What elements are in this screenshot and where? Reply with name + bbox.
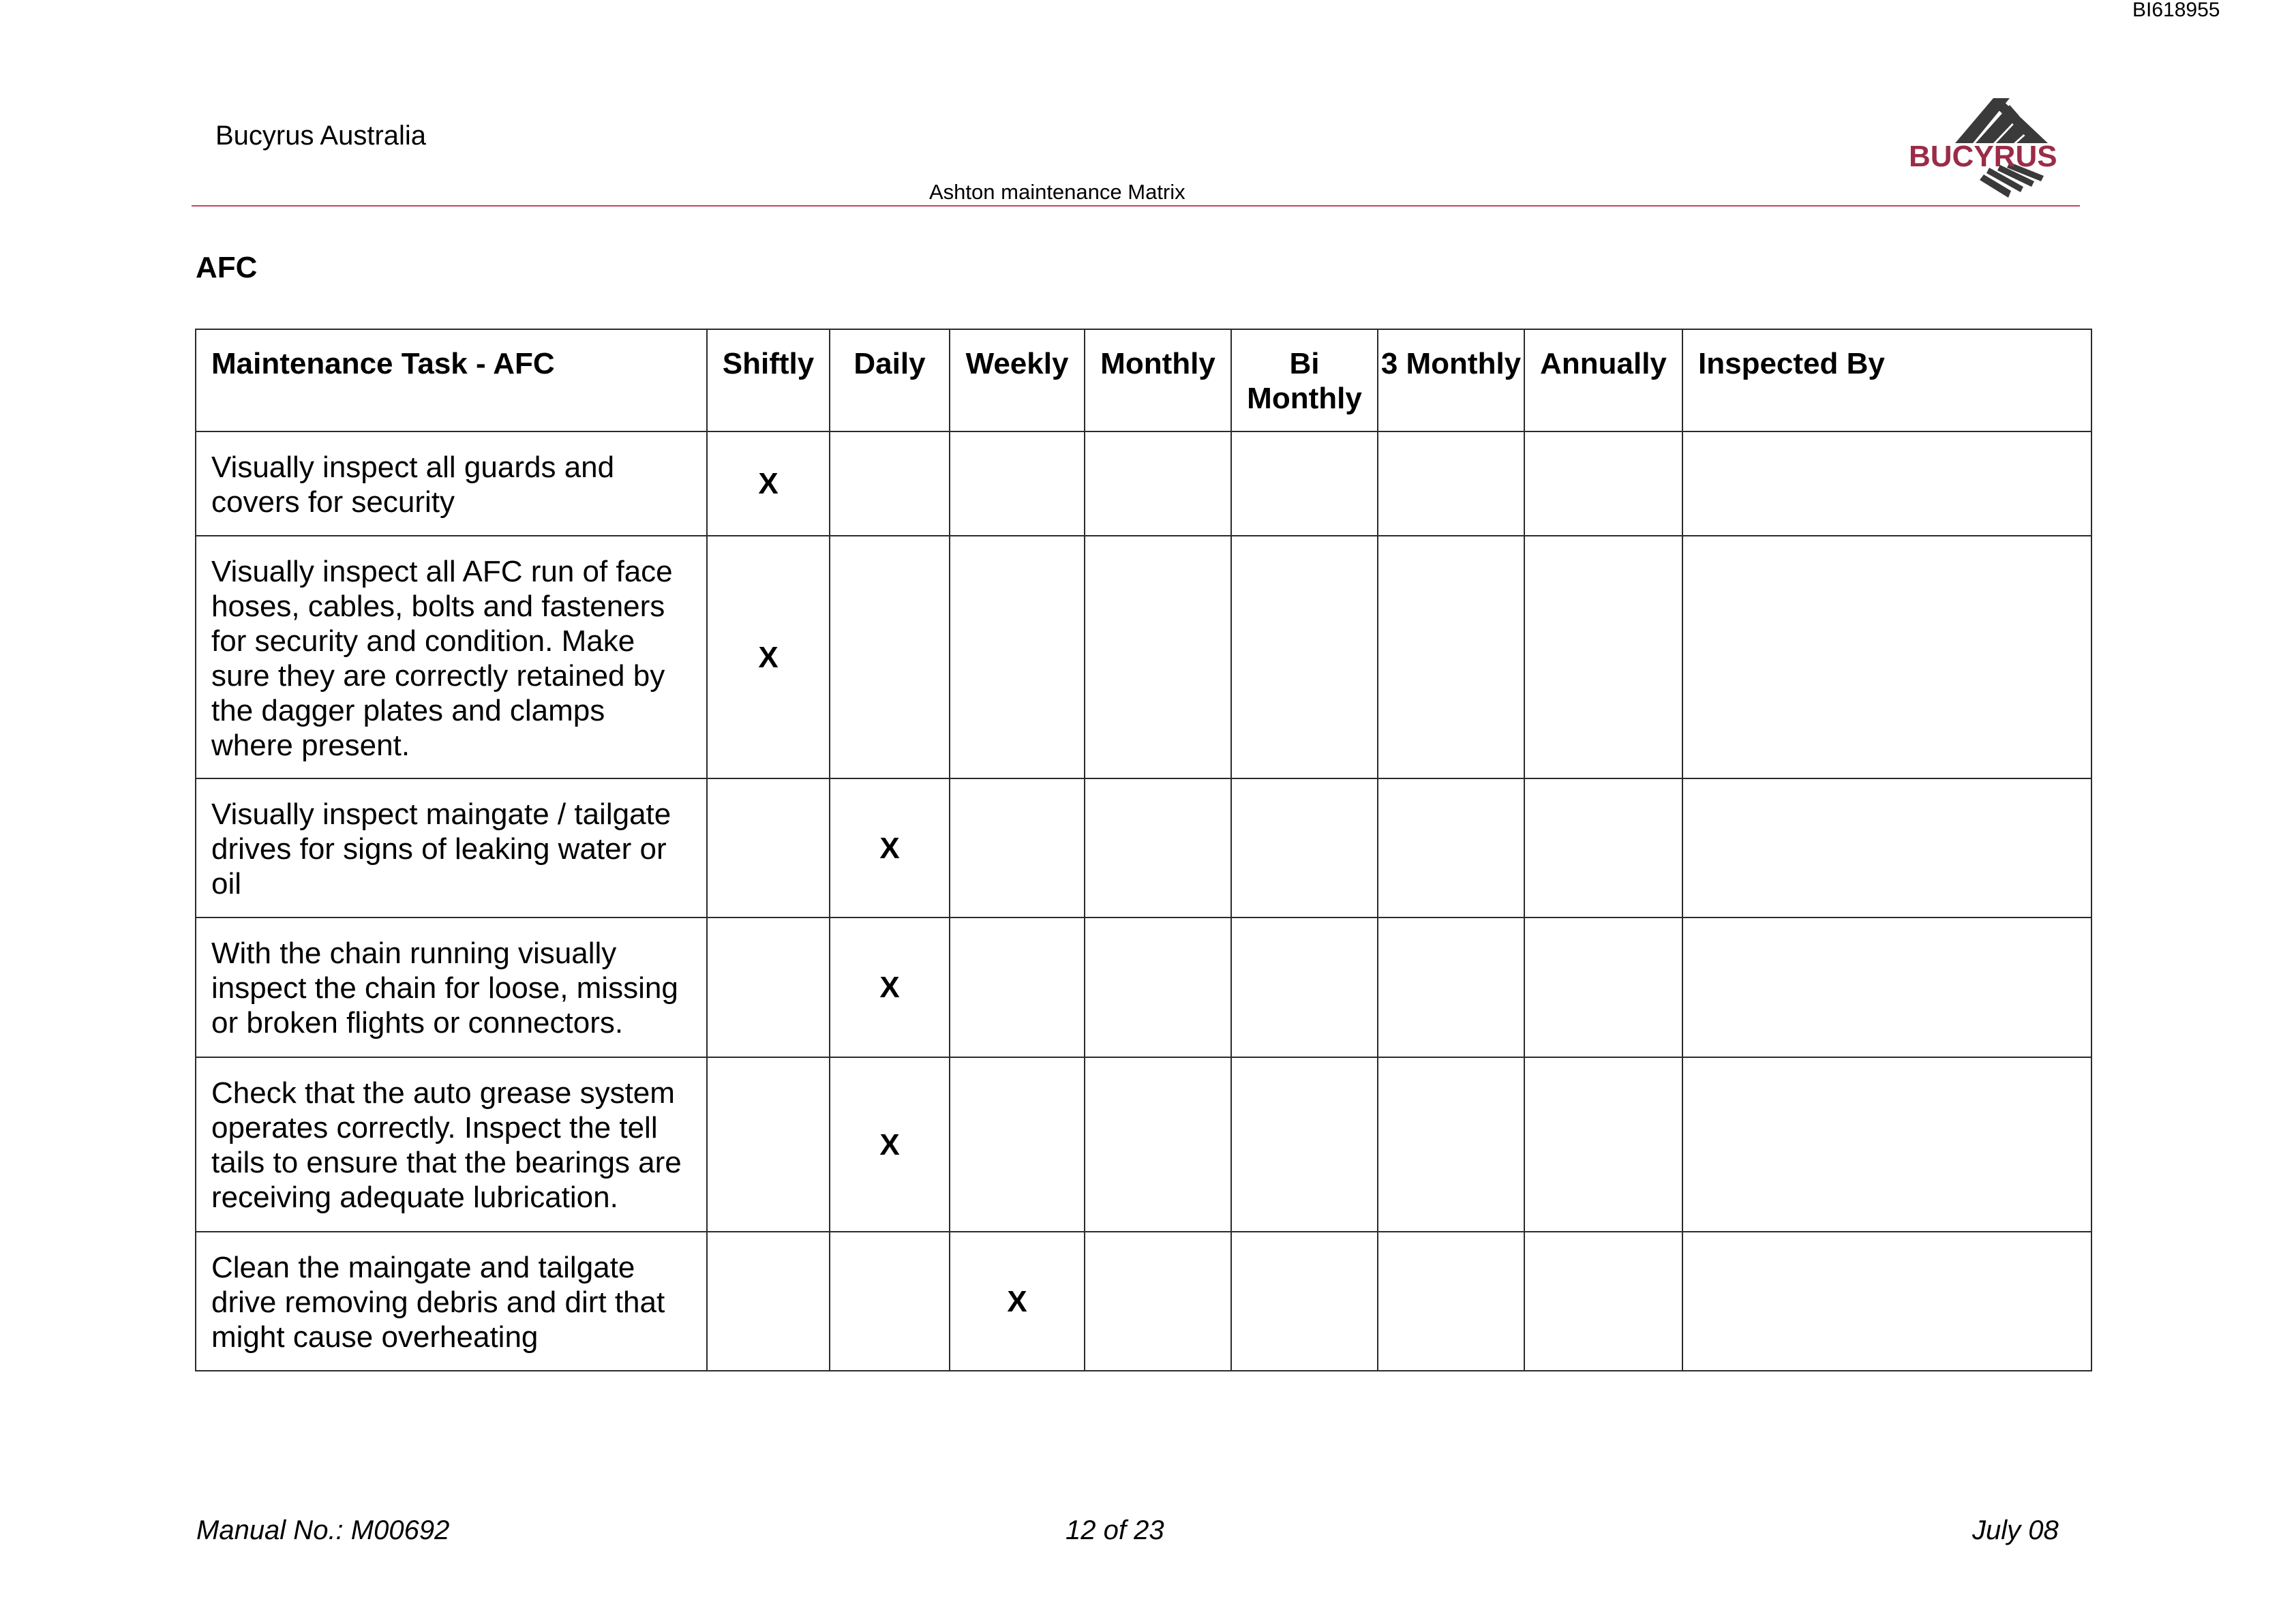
frequency-mark-cell bbox=[1085, 1057, 1231, 1232]
document-subtitle: Ashton maintenance Matrix bbox=[929, 180, 1185, 204]
frequency-mark-cell bbox=[707, 1232, 830, 1371]
table-row bbox=[196, 1057, 2091, 1232]
header-divider bbox=[192, 205, 2080, 207]
frequency-mark-cell bbox=[950, 917, 1085, 1057]
task-cell: Visually inspect all AFC run of face hoses, cables, bolts and fasteners for security and condition. Make sure they are correctly retained by the dagger plates and clamps where present. bbox=[196, 536, 707, 778]
frequency-mark-cell bbox=[1524, 1057, 1682, 1232]
column-header-weekly: Weekly bbox=[950, 329, 1085, 431]
frequency-mark-cell bbox=[1524, 917, 1682, 1057]
maintenance-matrix-table bbox=[195, 329, 2092, 1371]
column-header-daily: Daily bbox=[830, 329, 950, 431]
footer-manual-number: Manual No.: M00692 bbox=[196, 1515, 450, 1545]
column-header-task: Maintenance Task - AFC bbox=[196, 329, 707, 431]
frequency-mark-cell bbox=[1231, 917, 1378, 1057]
frequency-mark-cell bbox=[1085, 1232, 1231, 1371]
document-id: BI618955 bbox=[2132, 0, 2220, 21]
logo-wordmark: BUCYRUS bbox=[1909, 140, 2057, 173]
frequency-mark-cell: X bbox=[830, 778, 950, 917]
frequency-mark-cell bbox=[830, 1232, 950, 1371]
frequency-mark-cell bbox=[950, 778, 1085, 917]
table-row bbox=[196, 431, 2091, 536]
frequency-mark-cell bbox=[1378, 536, 1524, 778]
frequency-mark-cell: X bbox=[707, 536, 830, 778]
frequency-mark-cell bbox=[1085, 917, 1231, 1057]
frequency-mark-cell bbox=[830, 431, 950, 536]
section-title: AFC bbox=[196, 251, 258, 284]
table-row bbox=[196, 1232, 2091, 1371]
frequency-mark-cell bbox=[1524, 1232, 1682, 1371]
frequency-mark-cell bbox=[1524, 778, 1682, 917]
frequency-mark-cell bbox=[707, 778, 830, 917]
column-header-shiftly: Shiftly bbox=[707, 329, 830, 431]
inspected-by-cell[interactable] bbox=[1682, 917, 2091, 1057]
frequency-mark-cell bbox=[830, 536, 950, 778]
frequency-mark-cell bbox=[1231, 431, 1378, 536]
frequency-mark-cell bbox=[1378, 431, 1524, 536]
frequency-mark-cell bbox=[950, 1057, 1085, 1232]
frequency-mark-cell bbox=[1378, 1057, 1524, 1232]
frequency-mark-cell bbox=[1231, 536, 1378, 778]
frequency-mark-cell bbox=[950, 536, 1085, 778]
column-header-bi-monthly: Bi Monthly bbox=[1231, 329, 1378, 431]
table-header-row bbox=[196, 329, 2091, 431]
table-row bbox=[196, 536, 2091, 778]
frequency-mark-cell: X bbox=[707, 431, 830, 536]
footer-date: July 08 bbox=[1972, 1515, 2059, 1545]
table-row bbox=[196, 778, 2091, 917]
column-header-monthly: Monthly bbox=[1085, 329, 1231, 431]
frequency-mark-cell bbox=[1085, 778, 1231, 917]
frequency-mark-cell bbox=[1231, 778, 1378, 917]
column-header-annually: Annually bbox=[1524, 329, 1682, 431]
footer-page-number: 12 of 23 bbox=[1066, 1515, 1164, 1545]
frequency-mark-cell bbox=[1524, 536, 1682, 778]
frequency-mark-cell bbox=[1378, 917, 1524, 1057]
frequency-mark-cell bbox=[1085, 536, 1231, 778]
frequency-mark-cell bbox=[1085, 431, 1231, 536]
inspected-by-cell[interactable] bbox=[1682, 1057, 2091, 1232]
frequency-mark-cell bbox=[707, 917, 830, 1057]
inspected-by-cell[interactable] bbox=[1682, 431, 2091, 536]
task-cell: With the chain running visually inspect the chain for loose, missing or broken flights or connectors. bbox=[196, 917, 707, 1057]
frequency-mark-cell: X bbox=[830, 917, 950, 1057]
inspected-by-cell[interactable] bbox=[1682, 1232, 2091, 1371]
frequency-mark-cell: X bbox=[950, 1232, 1085, 1371]
column-header-inspected-by: Inspected By bbox=[1682, 329, 2091, 431]
frequency-mark-cell bbox=[1231, 1057, 1378, 1232]
frequency-mark-cell bbox=[1231, 1232, 1378, 1371]
task-cell: Check that the auto grease system operates correctly. Inspect the tell tails to ensure that the bearings are receiving adequate lubrication. bbox=[196, 1057, 707, 1232]
task-cell: Visually inspect all guards and covers for security bbox=[196, 431, 707, 536]
frequency-mark-cell bbox=[1378, 1232, 1524, 1371]
task-cell: Visually inspect maingate / tailgate drives for signs of leaking water or oil bbox=[196, 778, 707, 917]
bucyrus-logo bbox=[1907, 94, 2085, 203]
frequency-mark-cell bbox=[950, 431, 1085, 536]
frequency-mark-cell bbox=[1378, 778, 1524, 917]
frequency-mark-cell: X bbox=[830, 1057, 950, 1232]
frequency-mark-cell bbox=[1524, 431, 1682, 536]
inspected-by-cell[interactable] bbox=[1682, 778, 2091, 917]
frequency-mark-cell bbox=[707, 1057, 830, 1232]
company-name: Bucyrus Australia bbox=[215, 121, 427, 151]
task-cell: Clean the maingate and tailgate drive removing debris and dirt that might cause overheating bbox=[196, 1232, 707, 1371]
inspected-by-cell[interactable] bbox=[1682, 536, 2091, 778]
logo-mountain-icon bbox=[1955, 98, 2048, 143]
column-header-3-monthly: 3 Monthly bbox=[1378, 329, 1524, 431]
table-row bbox=[196, 917, 2091, 1057]
